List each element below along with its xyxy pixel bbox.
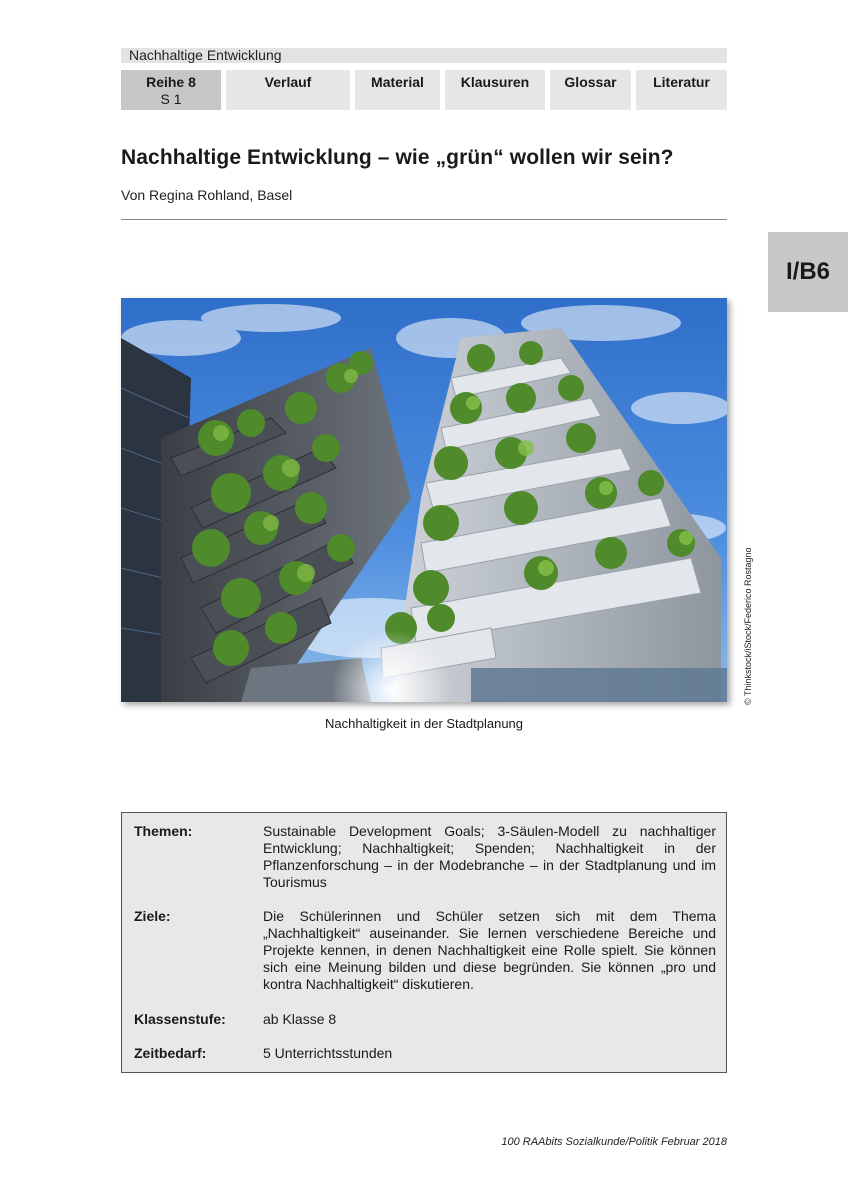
tab-reihe-page: S 1 — [160, 91, 182, 107]
author-line: Von Regina Rohland, Basel — [121, 187, 293, 203]
ziele-value: Die Schülerinnen und Schüler setzen sich mit dem Thema „Nachhaltigkeit“ auseinander. Sie lernen verschiedene Bereiche und Projekte kennen, in denen Nachhaltigkeit eine Rolle spielt. Sie können sich eine Meinung bilden und diese begründen. Sie können „pro und kontra Nachhaltigkeit“ diskutieren. — [263, 908, 716, 992]
tab-glossar-label: Glossar — [564, 74, 617, 90]
themen-value: Sustainable Development Goals; 3-Säulen-Modell zu nachhaltiger Entwicklung; Nachhaltigkeit; Spenden; Nachhaltigkeit in der Pflanzenforschung – in der Modebranche – in der Stadtplanung und im Tourismus — [263, 823, 716, 890]
tab-literatur[interactable] — [636, 70, 727, 110]
tab-klausuren[interactable] — [445, 70, 545, 110]
klassenstufe-value: ab Klasse 8 — [263, 1011, 337, 1027]
tab-material-label: Material — [371, 74, 424, 90]
photo-caption: Nachhaltigkeit in der Stadtplanung — [324, 716, 524, 731]
tab-material[interactable] — [355, 70, 440, 110]
tab-reihe-label: Reihe 8 — [146, 74, 196, 90]
title-divider — [121, 219, 727, 220]
tab-literatur-label: Literatur — [653, 74, 710, 90]
overview-box — [121, 812, 727, 1073]
footer-source: 100 RAAbits Sozialkunde/Politik Februar 2018 — [501, 1136, 727, 1148]
series-title: Nachhaltige Entwicklung — [129, 47, 282, 63]
section-tab: I/B6 — [768, 232, 848, 312]
nav-tabs — [121, 70, 727, 110]
page-title: Nachhaltige Entwicklung – wie „grün“ wollen wir sein? — [121, 146, 674, 169]
themen-label: Themen: — [134, 823, 193, 839]
zeitbedarf-value: 5 Unterrichtsstunden — [263, 1045, 393, 1061]
photo-credit: © Thinkstock/iStock/Federico Rostagno — [743, 547, 753, 705]
vertical-forest-illustration — [121, 298, 727, 702]
tab-glossar[interactable] — [550, 70, 631, 110]
ziele-label: Ziele: — [134, 908, 171, 924]
zeitbedarf-label: Zeitbedarf: — [134, 1045, 207, 1061]
tab-klausuren-label: Klausuren — [460, 74, 530, 90]
tab-verlauf[interactable] — [226, 70, 350, 110]
cover-photo — [121, 298, 727, 702]
series-title-bar — [121, 48, 727, 63]
tab-reihe[interactable] — [121, 70, 221, 110]
tab-verlauf-label: Verlauf — [264, 74, 312, 90]
klassenstufe-label: Klassenstufe: — [134, 1011, 226, 1027]
